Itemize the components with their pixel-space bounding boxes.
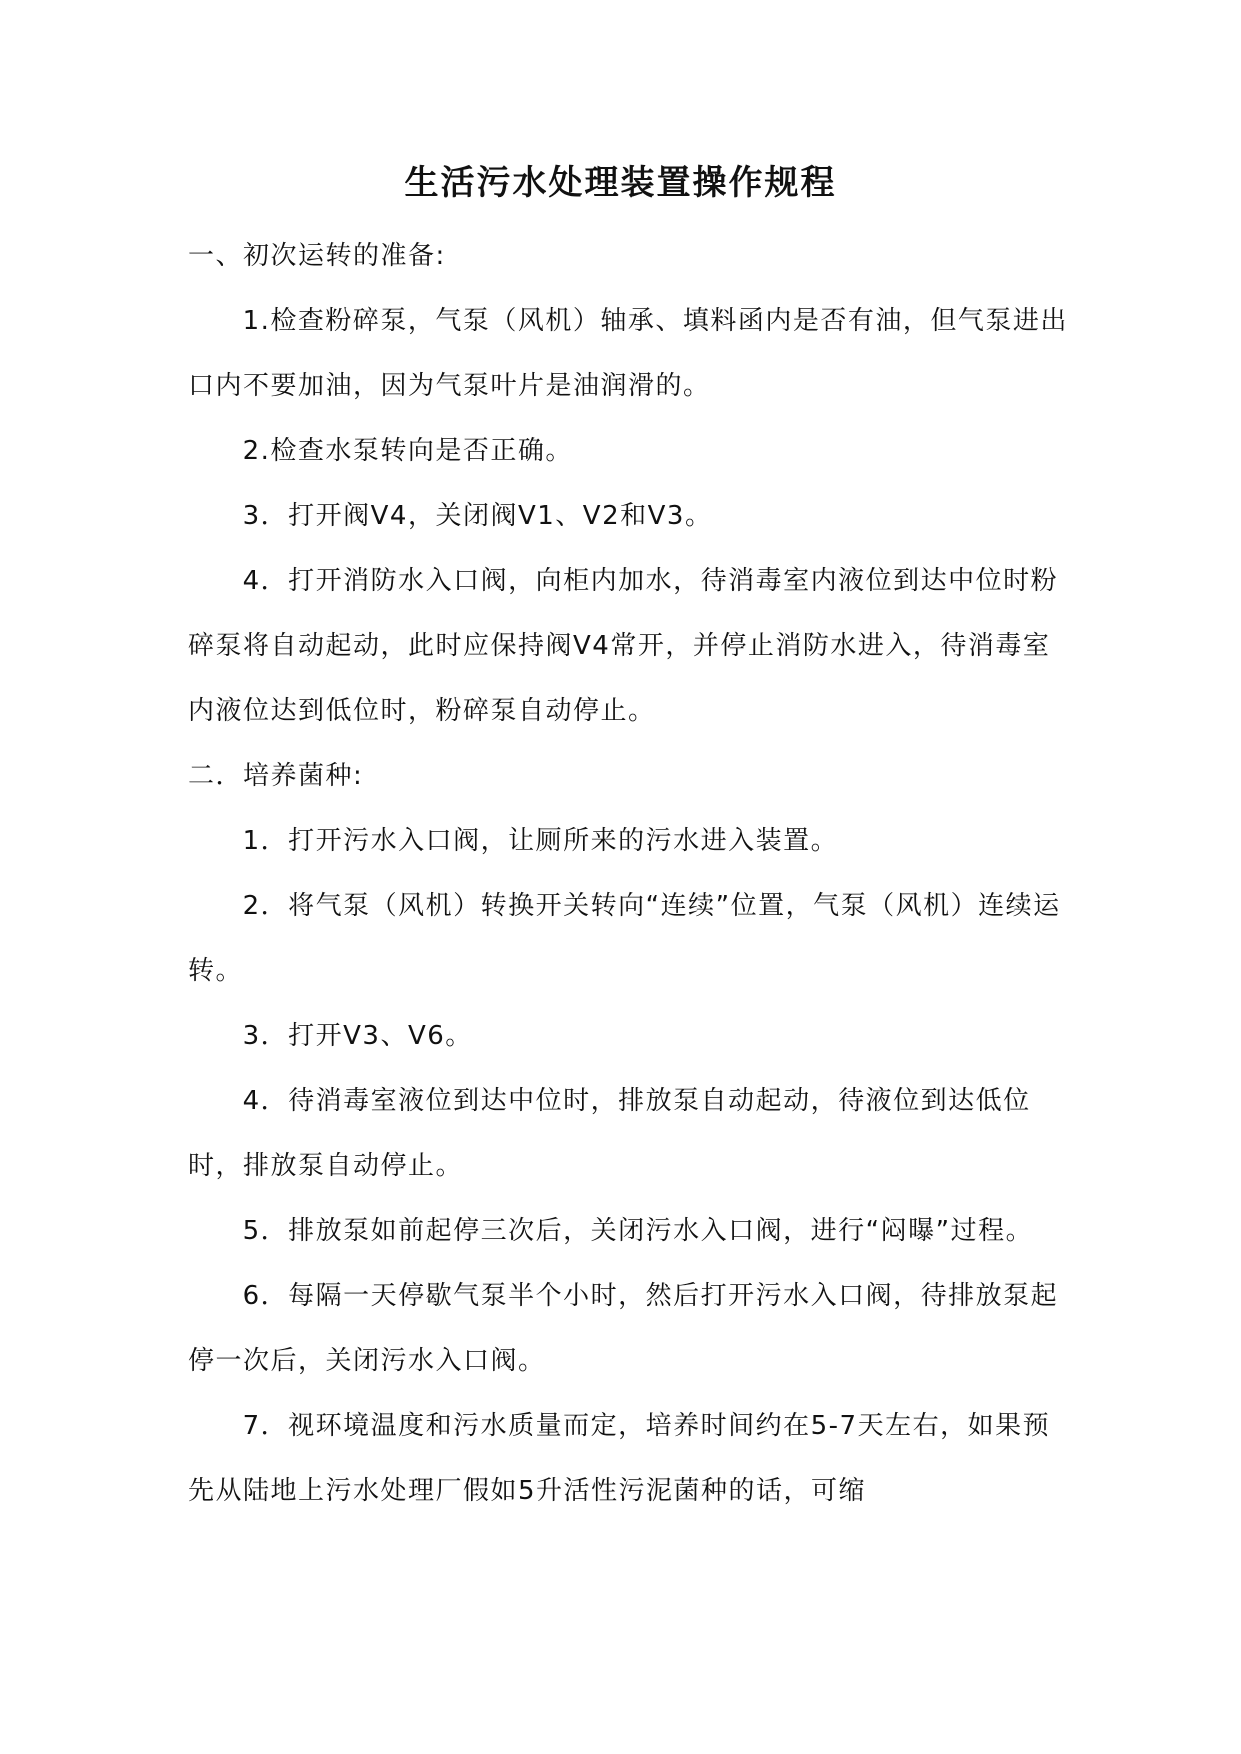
paragraph: 2.检查水泵转向是否正确。 (242, 436, 573, 466)
paragraph: 4．打开消防水入口阀，向柜内加水，待消毒室内液位到达中位时粉碎泵将自动起动，此时应保持阀V4常开，并停止消防水进入，待消毒室内液位达到低位时，粉碎泵自动停止。 (188, 566, 1059, 726)
section-heading: 一、初次运转的准备: (188, 241, 446, 271)
paragraph: 2．将气泵（风机）转换开关转向“连续”位置，气泵（风机）连续运转。 (188, 891, 1061, 986)
section-heading: 二．培养菌种: (188, 761, 364, 791)
paragraph: 3．打开阀V4，关闭阀V1、V2和V3。 (242, 501, 713, 531)
paragraph: 5．排放泵如前起停三次后，关闭污水入口阀，进行“闷曝”过程。 (242, 1216, 1034, 1246)
document-title: 生活污水处理装置操作规程 (404, 163, 837, 203)
paragraph: 1．打开污水入口阀，让厕所来的污水进入装置。 (242, 826, 839, 856)
document-body (188, 224, 1068, 1524)
paragraph: 3．打开V3、V6。 (242, 1021, 473, 1051)
paragraph: 4．待消毒室液位到达中位时，排放泵自动起动，待液位到达低位时，排放泵自动停止。 (188, 1086, 1031, 1181)
paragraph: 7．视环境温度和污水质量而定，培养时间约在5-7天左右，如果预先从陆地上污水处理厂假如5升活性污泥菌种的话，可缩 (188, 1411, 1051, 1506)
paragraph: 1.检查粉碎泵，气泵（风机）轴承、填料函内是否有油，但气泵进出口内不要加油，因为气泵叶片是油润滑的。 (188, 306, 1068, 401)
paragraph: 6．每隔一天停歇气泵半个小时，然后打开污水入口阀，待排放泵起停一次后，关闭污水入口阀。 (188, 1281, 1059, 1376)
